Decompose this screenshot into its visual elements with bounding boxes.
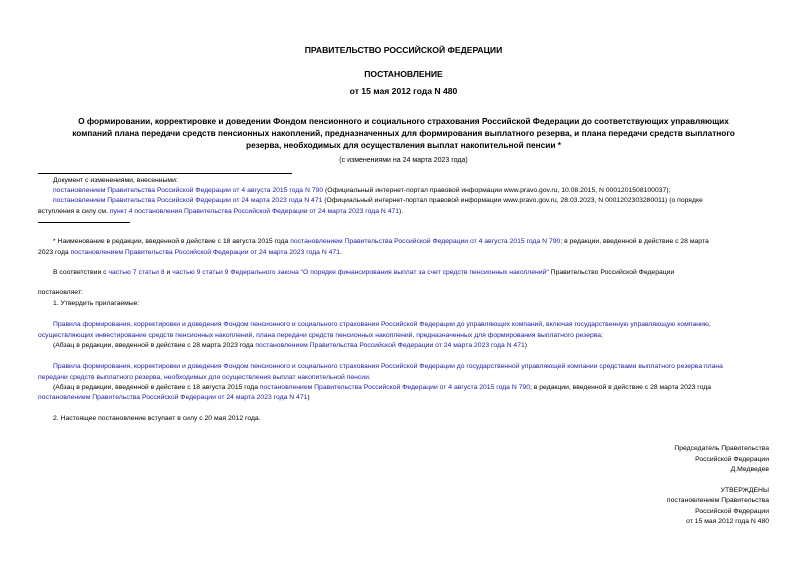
rules-1-note: (Абзац в редакции, введенной в действие с 28 марта 2023 года постановлением Правительства Российской Федерации от 24 марта 2023 года N 471)	[53, 342, 528, 349]
approved-line-4: от 15 мая 2012 года N 480	[686, 518, 769, 525]
divider-top	[38, 173, 292, 174]
basis-paragraph: В соответствии с частью 7 статьи 8 и частью 9 статьи 9 Федерального закона "О порядке финансирования выплат за счет средств пенсионных накоплений" Правительство Российской Федерации	[53, 269, 675, 276]
rules-2-link-line-2[interactable]: передачи средств выплатного резерва, необходимых для осуществления выплат накопительной пенсии.	[38, 374, 371, 381]
footnote-link-2[interactable]: постановлением Правительства Российской Федерации от 24 марта 2023 года N 471	[70, 249, 340, 256]
basis-link-1[interactable]: частью 7 статьи 8	[108, 269, 165, 276]
footnote-link-1[interactable]: постановлением Правительства Российской Федерации от 4 августа 2015 года N 790	[290, 238, 561, 245]
rules-2-note-line-1: (Абзац в редакции, введенной в действие с 18 августа 2015 года постановлением Правительства Российской Федерации от 4 августа 2015 года N 790; в редакции, введенной в действие с 28 марта 2023 года	[53, 384, 712, 391]
signature-position: Председатель Правительства	[674, 445, 769, 452]
doc-date-heading: от 15 мая 2012 года N 480	[349, 86, 458, 96]
amendment-link-3[interactable]: пункт 4 постановления Правительства Российской Федерации от 24 марта 2023 года N 471	[109, 208, 400, 215]
amendment-item-2-cont: вступления в силу см. пункт 4 постановления Правительства Российской Федерации от 24 марта 2023 года N 471).	[38, 208, 404, 215]
rules-2-note-line-2: постановлением Правительства Российской Федерации от 24 марта 2023 года N 471)	[38, 394, 310, 401]
changes-note: (с изменениями на 24 марта 2023 года)	[339, 157, 468, 164]
title-line-3: резерва, необходимых для осуществления выплат накопительной пенсии *	[246, 140, 561, 150]
footnote-line-1: * Наименование в редакции, введенной в действие с 18 августа 2015 года постановлением Правительства Российской Федерации от 4 августа 2015 года N 790; в редакции, введенной в действие с 28 марта	[53, 238, 709, 245]
point-1: 1. Утвердить прилагаемые:	[53, 300, 140, 307]
signature-country: Российской Федерации	[695, 456, 769, 463]
decides-text: постановляет:	[38, 289, 83, 296]
amendment-item-2: постановлением Правительства Российской Федерации от 24 марта 2023 года N 471 (Официальный интернет-портал правовой информации www.pravo.gov.ru, 28.03.2023, N 0001202303280011) (о порядке	[53, 197, 703, 204]
rules-1-note-link[interactable]: постановлением Правительства Российской Федерации от 24 марта 2023 года N 471	[255, 342, 525, 349]
amendment-item-1: постановлением Правительства Российской Федерации от 4 августа 2015 года N 790 (Официальный интернет-портал правовой информации www.pravo.gov.ru, 10.08.2015, N 0001201508100037);	[53, 187, 671, 194]
approved-title: УТВЕРЖДЕНЫ	[720, 487, 769, 494]
doc-type-heading: ПОСТАНОВЛЕНИЕ	[364, 69, 443, 79]
title-line-2: компаний плана передачи средств пенсионных накоплений, предназначенных для формирования выплатного резерва, и плана передачи средств выплатного	[72, 128, 735, 138]
divider-footnote	[38, 222, 130, 223]
rules-2-note-link-2[interactable]: постановлением Правительства Российской Федерации от 24 марта 2023 года N 471	[38, 394, 308, 401]
point-2: 2. Настоящее постановление вступает в силу с 20 мая 2012 года.	[53, 415, 261, 422]
rules-1-line-2	[38, 331, 603, 340]
footnote-line-2: 2023 года постановлением Правительства Российской Федерации от 24 марта 2023 года N 471.	[38, 249, 342, 256]
approved-line-3: Российской Федерации	[695, 508, 769, 515]
basis-link-2[interactable]: частью 9 статьи 9 Федерального закона "О порядке финансирования выплат за счет средств пенсионных накоплений"	[172, 269, 549, 276]
rules-2-note-link-1[interactable]: постановлением Правительства Российской Федерации от 4 августа 2015 года N 790	[259, 384, 530, 391]
amendments-intro: Документ с изменениями, внесенными:	[53, 177, 178, 184]
title-line-1: О формировании, корректировке и доведении Фондом пенсионного и социального страхования Российской Федерации до соответствующих управляющих	[78, 116, 729, 126]
signature-name: Д.Медведев	[730, 466, 769, 473]
rules-1-link-line-2[interactable]: осуществляющих инвестирование средств пенсионных накоплений, плана передачи средств пенсионных накоплений, предназначенных для формирования выплатного резерва;	[38, 332, 603, 339]
org-heading: ПРАВИТЕЛЬСТВО РОССИЙСКОЙ ФЕДЕРАЦИИ	[304, 45, 503, 55]
amendment-link-2[interactable]: постановлением Правительства Российской Федерации от 24 марта 2023 года N 471	[53, 197, 323, 204]
rules-1-link-line-1[interactable]: Правила формирования, корректировки и доведения Фондом пенсионного и социального страхования Российской Федерации до управляющих компаний, включая государственную управляющую компанию,	[53, 321, 711, 328]
rules-2-link-line-1[interactable]: Правила формирования, корректировки и доведения Фондом пенсионного и социального страхования Российской Федерации до государственной управляющей компании средствами выплатного резерва плана	[53, 363, 723, 370]
amendment-link-1[interactable]: постановлением Правительства Российской Федерации от 4 августа 2015 года N 790	[53, 187, 324, 194]
rules-2-line-2	[38, 373, 371, 382]
approved-line-2: постановлением Правительства	[666, 497, 769, 504]
